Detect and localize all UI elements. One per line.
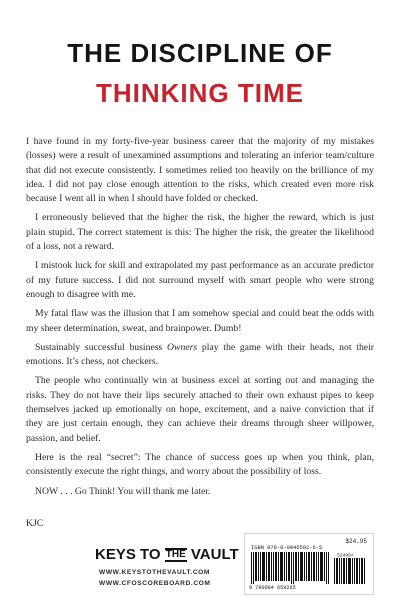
title-line-1: THE DISCIPLINE OF — [67, 38, 333, 68]
paragraph-5 — [26, 341, 374, 370]
paragraph-3: I mistook luck for skill and extrapolated my past performance as an accurate predictor of my future success. I did not surround myself with smart people who were strong enough to disagree with me. — [26, 260, 374, 300]
paragraph-1: I have found in my forty-five-year business career that the majority of my mistakes (losses) were a result of unexamined assumptions and tolerating an inferior team/culture that did not execute consistently. I sometimes relied too heavily on the brilliance of my idea. I did not pay close enough attention to the risks, which created even more risk because I went all in when I should have folded or checked. — [26, 136, 374, 205]
logo-text-keys-to: KEYS TO — [95, 546, 165, 563]
paragraph-2: I erroneously believed that the higher the risk, the higher the reward, which is just plain stupid. The correct statement is this: The higher the risk, the greater the likelihood of a loss, not a reward. — [26, 212, 374, 253]
title-line-2: THINKING TIME — [96, 78, 304, 108]
paragraph-6: The people who continually win at business excel at sorting out and managing the risks. They do not have their lips securely attached to their own exhaust pipes to keep themselves jacked up emotionally on hope, excitement, and a naive conviction that if they are just certain enough, they can achieve their dreams through sheer willpower, passion, and belief. — [26, 375, 374, 444]
isbn-label: ISBN 978-0-9846592-6-5 — [251, 545, 323, 551]
price-label: $24.95 — [345, 538, 367, 545]
signature-initials: KJC — [26, 518, 44, 529]
paragraph-5-emphasis: Owners — [167, 341, 198, 353]
paragraph-5-start: Sustainably successful business — [35, 341, 168, 353]
scoreboard-url: WWW.CFOSCOREBOARD.COM — [99, 580, 211, 587]
paragraph-4: My fatal flaw was the illusion that I am somehow special and could beat the odds with my sheer determination, sweat, and brainpower. Dumb! — [26, 308, 374, 334]
paragraph-7: Here is the real “secret”: The chance of success goes up when you think, plan, consistently execute the right things, and worry about the possibility of loss. — [26, 451, 374, 478]
logo-text-the: THE — [165, 549, 186, 560]
cover-body-text — [26, 135, 374, 504]
barcode-number: 9 780984 659265 — [249, 585, 296, 591]
publisher-logo — [95, 546, 239, 563]
logo-text-vault: VAULT — [186, 546, 239, 563]
paragraph-5-end: play the game with their heads, not their emotions. It’s chess, not checkers. — [26, 341, 374, 368]
paragraph-8: NOW . . . Go Think! You will thank me later. — [35, 485, 211, 497]
barcode-addon-number: 52495> — [337, 553, 354, 559]
barcode-bars-graphic — [251, 552, 367, 584]
publisher-url: WWW.KEYSTOTHEVAULT.COM — [99, 569, 210, 576]
isbn-barcode-box — [244, 533, 374, 595]
